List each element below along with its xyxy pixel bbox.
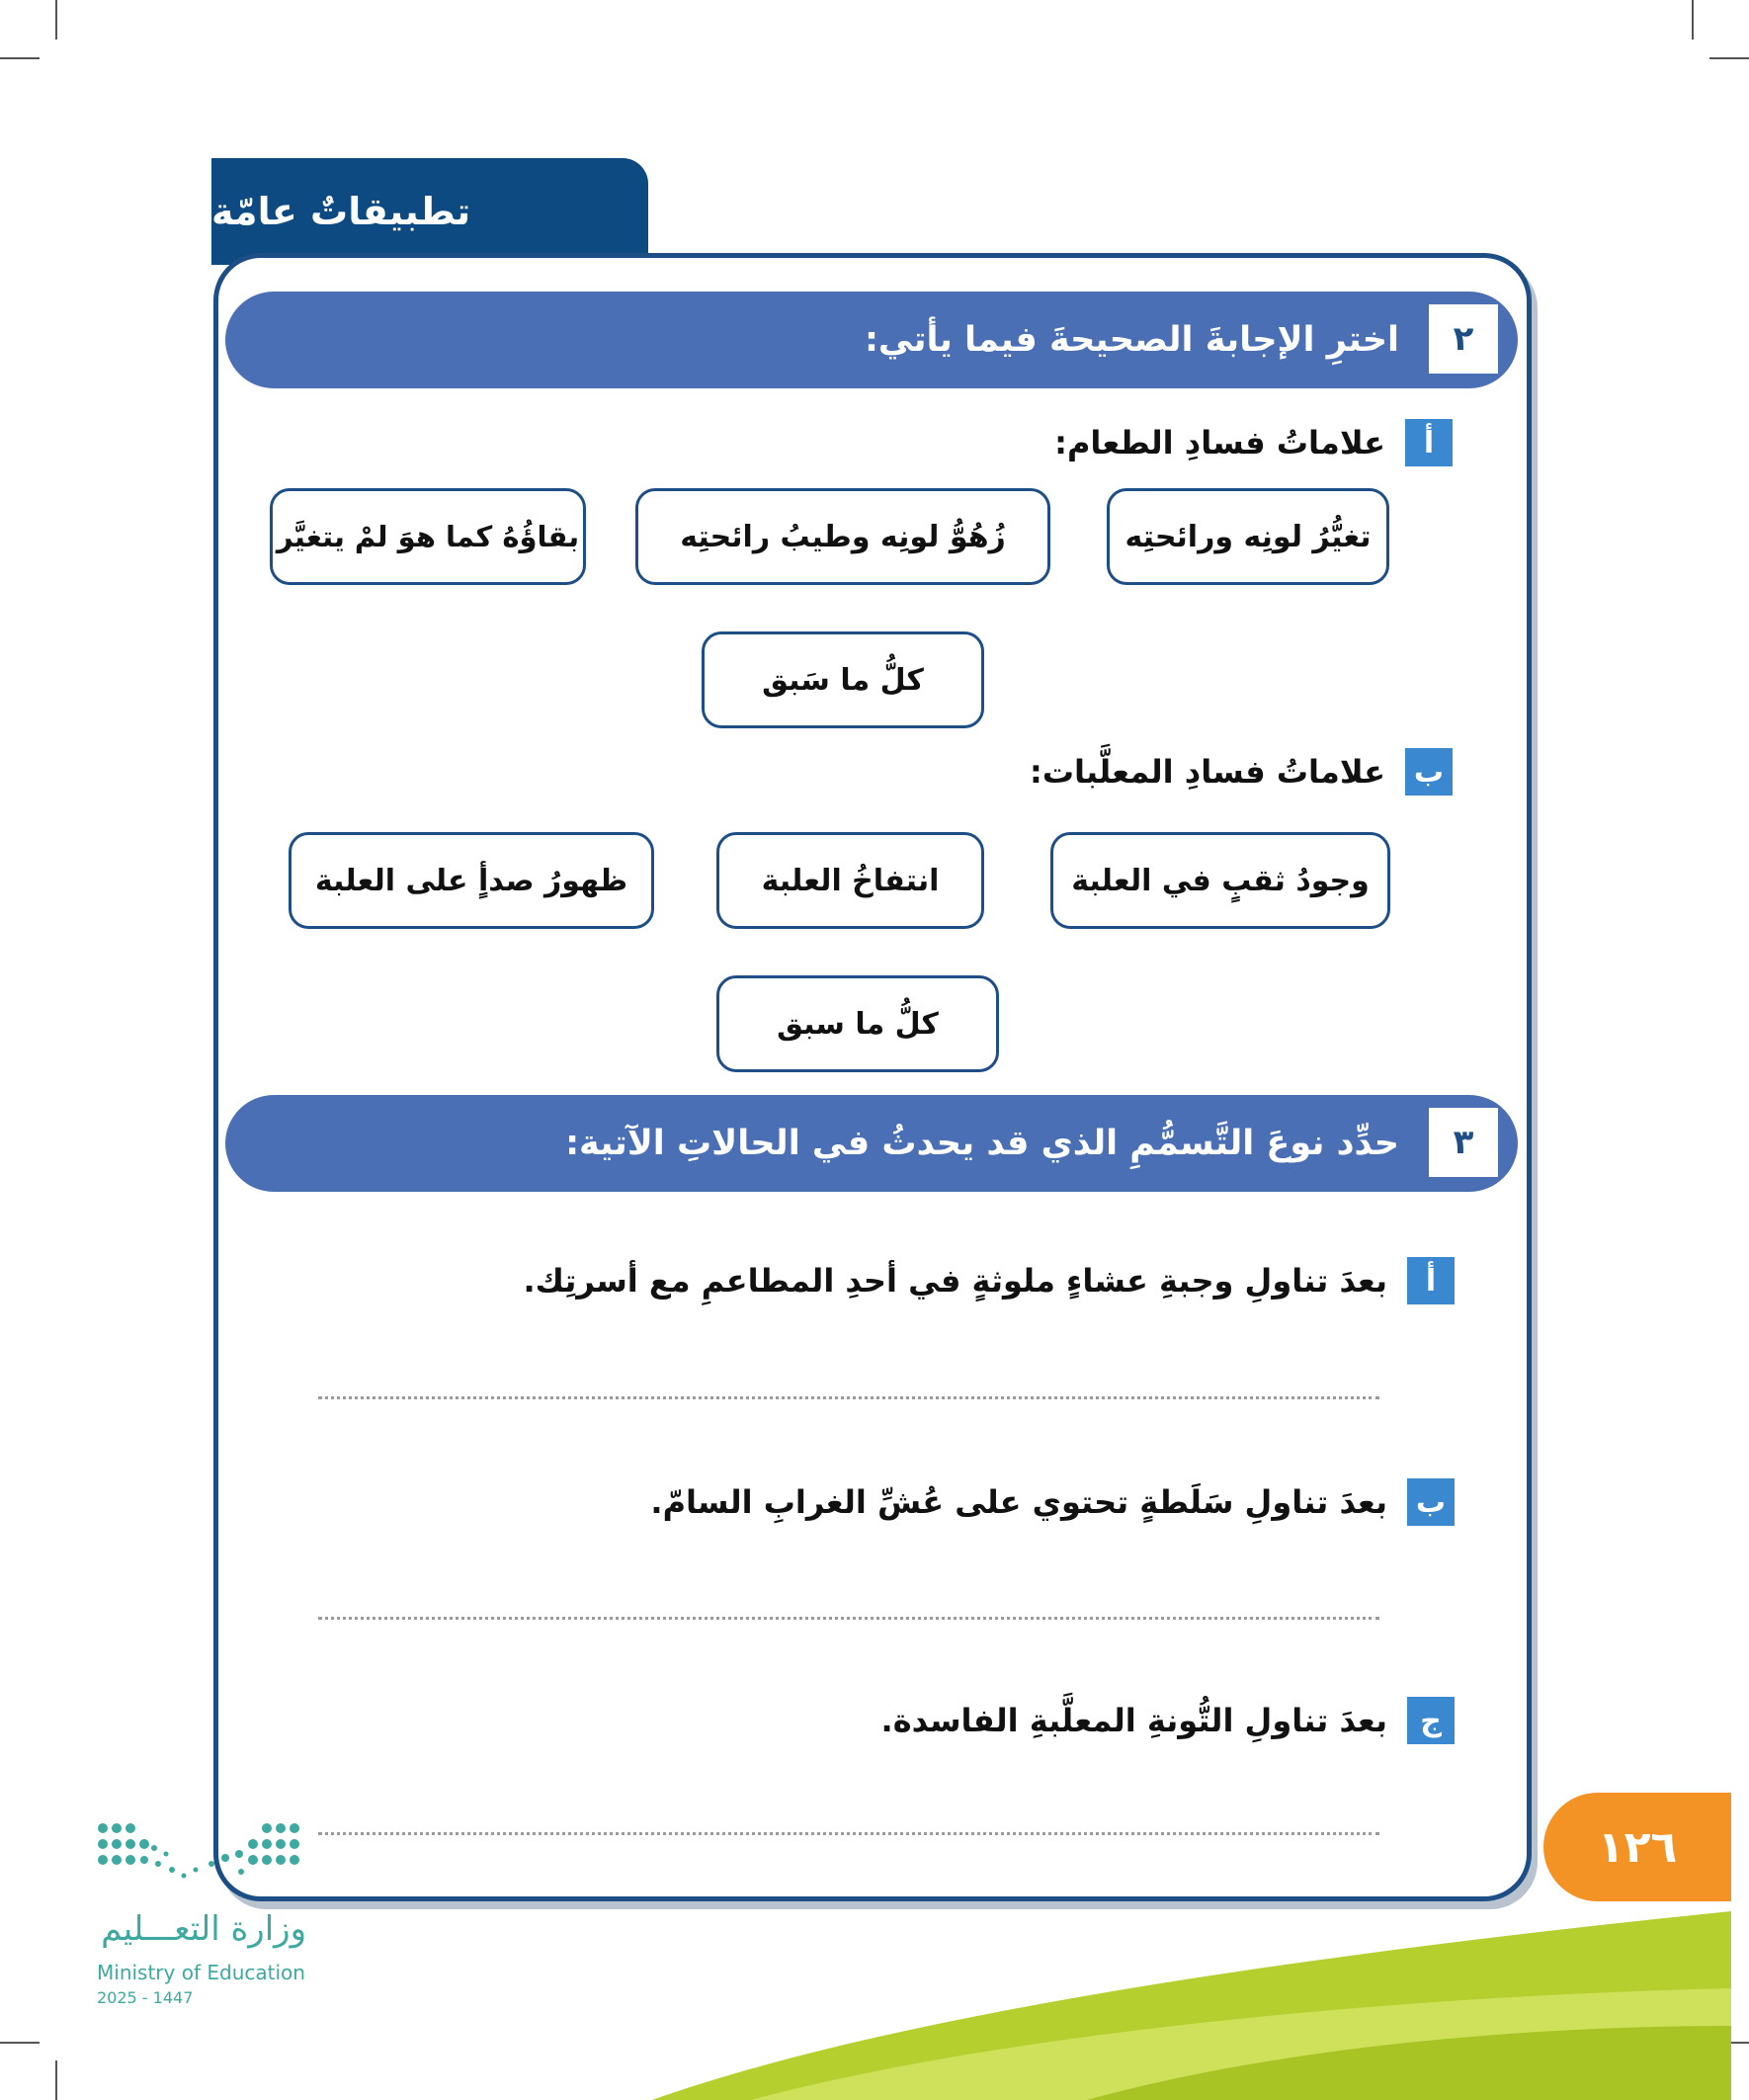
ministry-name-arabic: وزارة التعـــليم <box>101 1909 306 1949</box>
answer-line[interactable] <box>318 1832 1379 1835</box>
letter-badge: ب <box>1405 748 1453 796</box>
section-title: تطبيقاتٌ عامّة <box>211 190 471 233</box>
option-box[interactable]: ظهورُ صدأٍ على العلبة <box>289 832 654 929</box>
question-2-bar <box>225 292 1518 388</box>
page-number: ١٢٦ <box>1597 1821 1678 1873</box>
section-title-tab <box>211 158 648 265</box>
crop-mark <box>55 0 57 40</box>
ministry-name-english: Ministry of Education <box>97 1961 305 1984</box>
sub-question-a <box>523 1257 1455 1304</box>
sub-question-label: علاماتُ فسادِ الطعام: <box>1054 424 1385 462</box>
sub-question-b <box>1030 748 1453 796</box>
sub-question-label: علاماتُ فسادِ المعلَّبات: <box>1030 753 1385 791</box>
option-box[interactable]: زُهُوُّ لونِه وطيبُ رائحتِه <box>635 488 1050 585</box>
question-prompt: حدِّد نوعَ التَّسمُّمِ الذي قد يحدثُ في الحالاتِ الآتية: <box>565 1124 1399 1163</box>
question-number: ٢ <box>1429 304 1498 374</box>
letter-badge: ب <box>1407 1478 1455 1526</box>
page-number-tab <box>1543 1793 1731 1901</box>
ministry-year: 2025 - 1447 <box>97 1988 194 2007</box>
option-box[interactable]: تغيُّرُ لونِه ورائحتِه <box>1107 488 1389 585</box>
sub-question-text: بعدَ تناولِ التُّونةِ المعلَّبةِ الفاسدة. <box>880 1702 1387 1739</box>
letter-badge: أ <box>1405 419 1453 466</box>
letter-badge: أ <box>1407 1257 1455 1304</box>
option-box[interactable]: كلُّ ما سبق <box>716 975 999 1072</box>
option-box[interactable]: كلُّ ما سَبق <box>702 631 984 728</box>
option-box[interactable]: بقاؤُهُ كما هوَ لمْ يتغيَّر <box>270 488 586 585</box>
option-box[interactable]: وجودُ ثقبٍ في العلبة <box>1050 832 1390 929</box>
question-prompt: اخترِ الإجابةَ الصحيحةَ فيما يأتي: <box>864 320 1399 360</box>
sub-question-text: بعدَ تناولِ وجبةِ عشاءٍ ملوثةٍ في أحدِ المطاعمِ مع أسرتِك. <box>523 1262 1387 1300</box>
answer-line[interactable] <box>318 1396 1379 1399</box>
question-3-bar <box>225 1095 1518 1192</box>
crop-mark <box>0 57 40 59</box>
crop-mark <box>1692 0 1694 40</box>
option-box[interactable]: انتفاخُ العلبة <box>716 832 984 929</box>
sub-question-text: بعدَ تناولِ سَلَطةٍ تحتوي على عُشِّ الغرابِ السامّ. <box>650 1483 1387 1521</box>
ministry-logo-dots <box>95 1818 312 1897</box>
sub-question-b <box>650 1478 1455 1526</box>
question-number: ٣ <box>1429 1108 1498 1177</box>
sub-question-c <box>881 1697 1455 1744</box>
letter-badge: ج <box>1407 1697 1455 1744</box>
crop-mark <box>1709 57 1749 59</box>
answer-line[interactable] <box>318 1617 1379 1620</box>
sub-question-a <box>1054 419 1453 466</box>
